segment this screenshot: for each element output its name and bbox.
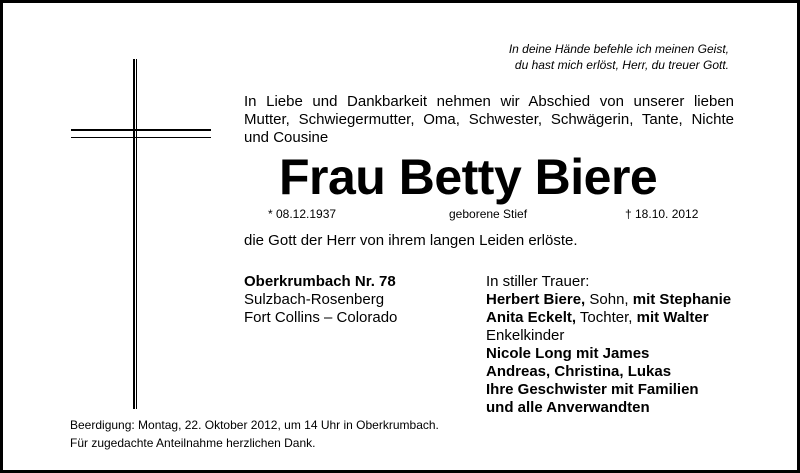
intro-line: und Cousine <box>244 129 329 146</box>
grandchildren-label: Enkelkinder <box>486 327 565 344</box>
death-date: † 18.10. 2012 <box>625 207 699 221</box>
grandchildren-names: Andreas, Christina, Lukas <box>486 363 672 380</box>
funeral-info: Beerdigung: Montag, 22. Oktober 2012, um 14 Uhr in Oberkrumbach. <box>70 418 439 432</box>
address-street: Oberkrumbach Nr. 78 <box>244 273 396 290</box>
intro-line: Mutter, Schwiegermutter, Oma, Schwester, Schwägerin, Tante, Nichte <box>244 111 734 128</box>
mourner-row <box>486 309 731 327</box>
thanks-note: Für zugedachte Anteilnahme herzlichen Dank. <box>70 436 316 450</box>
mourners-block <box>486 273 731 417</box>
cross-horizontal-beam <box>71 129 211 138</box>
footer-text <box>70 416 439 452</box>
mourner-row <box>486 291 731 309</box>
suffering-text: die Gott der Herr von ihrem langen Leiden erlöste. <box>244 232 578 249</box>
address-block <box>244 273 397 327</box>
mourner-relation: Sohn, <box>585 291 633 308</box>
birth-date: * 08.12.1937 <box>268 207 337 221</box>
siblings-line: und alle Anverwandten <box>486 399 650 416</box>
intro-line: In Liebe und Dankbarkeit nehmen wir Abschied von unserer lieben <box>244 93 734 110</box>
cross-vertical-beam <box>133 59 137 409</box>
bible-verse-line: In deine Hände befehle ich meinen Geist, <box>508 42 729 56</box>
mourner-relation: Tochter, <box>576 309 637 326</box>
address-city: Sulzbach-Rosenberg <box>244 291 385 308</box>
mourner-partner: mit Walter <box>636 309 709 326</box>
mourner-name: Herbert Biere, <box>486 291 586 308</box>
grandchildren-names: Nicole Long mit James <box>486 345 650 362</box>
address-city: Fort Collins – Colorado <box>244 309 398 326</box>
mourners-heading: In stiller Trauer: <box>486 273 590 290</box>
bible-verse <box>389 41 729 73</box>
cross-icon <box>71 59 211 409</box>
intro-text <box>244 93 734 147</box>
bible-verse-line: du hast mich erlöst, Herr, du treuer Gott. <box>514 58 729 72</box>
maiden-name: geborene Stief <box>449 207 528 221</box>
mourner-partner: mit Stephanie <box>632 291 732 308</box>
mourner-name: Anita Eckelt, <box>486 309 577 326</box>
siblings-line: Ihre Geschwister mit Familien <box>486 381 699 398</box>
deceased-name: Frau Betty Biere <box>279 149 658 205</box>
